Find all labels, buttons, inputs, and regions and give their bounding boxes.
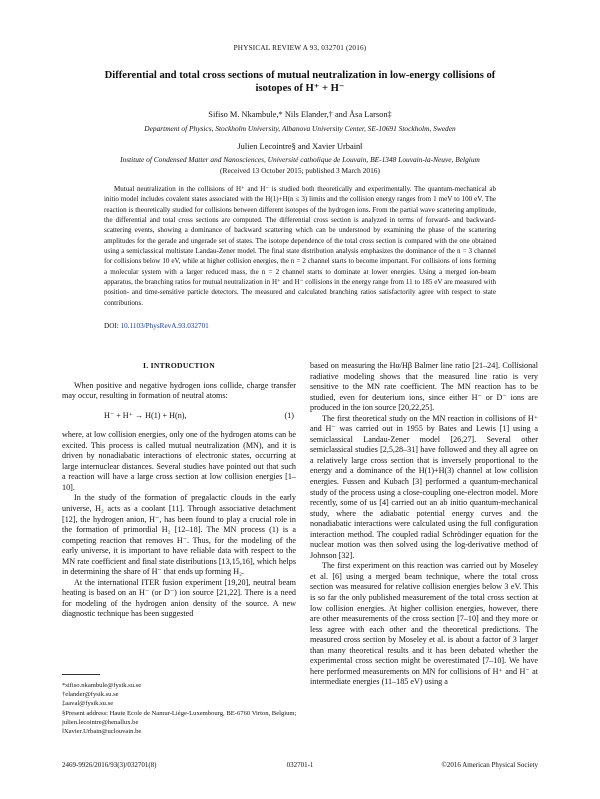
equation-1 — [62, 411, 296, 422]
equation-number: (1) — [284, 410, 294, 420]
received-date: (Received 13 October 2015; published 3 March 2016) — [220, 166, 380, 175]
footnote: *sifiso.nkambule@fysik.su.se — [62, 682, 142, 689]
paragraph: At the international ITER fusion experiment [19,20], neutral beam heating is based on an H⁻ (or D⁻) ion source [21,22]. There is a need for modeling of the hydrogen anion density of the source. A new diagnostic technique has been suggested — [62, 577, 296, 619]
paragraph: The first theoretical study on the MN reaction in collisions of H⁺ and H⁻ was carried out in 1955 by Bates and Lewis [1] using a semiclassical Landau-Zener model [26,27]. Several other semiclassical studies [2,5,28–31] have followed and they all agree on a relatively large cross section that is inversely proportional to the energy and a dominance of the H(1)+H(3) channel at low collision energies. Fussen and Kubach [3] performed a quantum-mechanical study of the process using a close-coupling one-electron model. More recently, some of us [4] carried out an ab initio quantum-mechanical study, where the adiabatic potential energy curves and the nonadiabatic interactions were calculated using the full configuration interaction method. The coupled radial Schrödinger equation for the nuclear motion was then solved using the log-derivative method of Johnson [32]. — [310, 413, 538, 560]
left-column — [62, 361, 296, 620]
footer-page-number: 032701-1 — [286, 761, 314, 769]
footnote-divider — [62, 674, 100, 675]
footer-issn: 2469-9926/2016/93(3)/032701(8) — [62, 761, 157, 769]
footer-copyright: ©2016 American Physical Society — [441, 761, 538, 769]
right-column — [310, 361, 538, 688]
affiliation-2: Institute of Condensed Matter and Nanosciences, Université catholique de Louvain, BE-1348 Louvain-la-Neuve, Belgium — [120, 155, 480, 164]
paragraph: When positive and negative hydrogen ions collide, charge transfer may occur, resulting in formation of neutral atoms: — [62, 380, 296, 401]
affiliation-1: Department of Physics, Stockholm University, Albanova University Center, SE-10691 Stockholm, Sweden — [144, 124, 456, 133]
footnote: ‡aaval@fysik.su.se — [62, 700, 114, 708]
abstract-text: Mutual neutralization in the collisions of H⁺ and H⁻ is studied both theoretically and experimentally. The quantum-mechanical ab initio model includes covalent states associated with the H(1)+H(n ≤ 3) limits and the collision energy ranges from 1 meV to 100 eV. The reaction is theoretically studied for collisions between different isotopes of the hydrogen ions. From the partial wave scattering amplitude, the differential and total cross sections are computed. The differential cross section is analyzed in terms of forward- and backward-scattering events, showing a dominance of backward scattering which can be understood by examining the phase of the scattering amplitudes for the gerade and ungerade set of states. The isotope dependence of the total cross section is compared with the one obtained using a semiclassical multistate Landau-Zener model. The final state distribution analysis emphasizes the dominance of the n = 3 channel for collisions below 10 eV, while at higher collision energies, the n = 2 channel starts to become important. For collisions of ions forming a molecular system with a larger reduced mass, the n = 2 channel starts to dominate at lower energies. Using a merged ion-beam apparatus, the branching ratios for mutual neutralization in H⁺ and H⁻ collisions in the energy range from 11 to 185 eV are measured with position- and time-sensitive particle detectors. The measured and calculated branching ratios satisfactorily agree with respect to state contributions. — [104, 185, 496, 307]
doi-line — [104, 322, 209, 330]
authors-line-2: Julien Lecointre§ and Xavier Urbain‖ — [237, 142, 363, 151]
doi-label: DOI: — [104, 322, 119, 330]
authors-line-1: Sifiso M. Nkambule,* Nils Elander,† and Åsa Larson‡ — [208, 110, 392, 119]
paragraph: The first experiment on this reaction was carried out by Moseley et al. [6] using a merged beam technique, where the total cross section was measured for relative collision energies below 3 eV. This is so far the only published measurement of the total cross section at low collision energies. At higher collision energies, however, there are other measurements of the cross section [7–10] and they more or less agree with each other and the theoretical predictions. The measured cross section by Moseley et al. is about a factor of 3 larger than many theoretical results and it has been debated whether the experimental cross section might be overestimated [7–10]. We have here performed measurements on MN for collisions of H⁺ and H⁻ at intermediate energies (11–185 eV) using a — [310, 561, 538, 687]
section-heading: I. INTRODUCTION — [142, 361, 215, 370]
paper-title: Differential and total cross sections of mutual neutralization in low-energy collisions of isotopes of H⁺ + H⁻ — [104, 70, 496, 94]
footnotes — [62, 681, 298, 736]
doi-link[interactable]: 10.1103/PhysRevA.93.032701 — [120, 322, 209, 330]
paragraph: where, at low collision energies, only one of the hydrogen atoms can be excited. This process is called mutual neutralization (MN), and it is driven by nonadiabatic interactions of electronic states, occurring at large internuclear distances. Several studies have pointed out that such a reaction will have a large cross section at low collision energies [1–10]. — [62, 430, 296, 492]
equation-text: H⁻ + H⁺ → H(1) + H(n), — [104, 410, 187, 420]
journal-header: PHYSICAL REVIEW A 93, 032701 (2016) — [233, 44, 367, 52]
paragraph: In the study of the formation of pregalactic clouds in the early universe, H₂ acts as a coolant [11]. Through associative detachment [12], the hydrogen anion, H⁻, has been found to play a crucial role in the formation of primordial H₂ [12–18]. The MN process (1) is a competing reaction that removes H⁻. Thus, for the modeling of the early universe, it is important to have reliable data with respect to the MN rate coefficient and final state distributions [13,15,16], which helps in determining the share of H⁻ that ends up forming H₂. — [62, 493, 296, 577]
footnote: †elander@fysik.su.se — [62, 691, 119, 699]
paragraph: based on measuring the Hα/Hβ Balmer line ratio [21–24]. Collisional radiative modeling shows that the measured line ratio is very sensitive to the MN rate coefficient. The MN reaction has to be studied, even for deuterium ions, since either H⁻ or D⁻ ions are produced in the ion source [20,22,25]. — [310, 361, 538, 413]
footnote: §Present address: Haute Ecole de Namur-Liège-Luxembourg, BE-6760 Virton, Belgium; julien.lecointre@henallux.be — [62, 709, 297, 726]
abstract — [104, 184, 496, 308]
footnote: ‖Xavier.Urbain@uclouvain.be — [62, 728, 142, 736]
